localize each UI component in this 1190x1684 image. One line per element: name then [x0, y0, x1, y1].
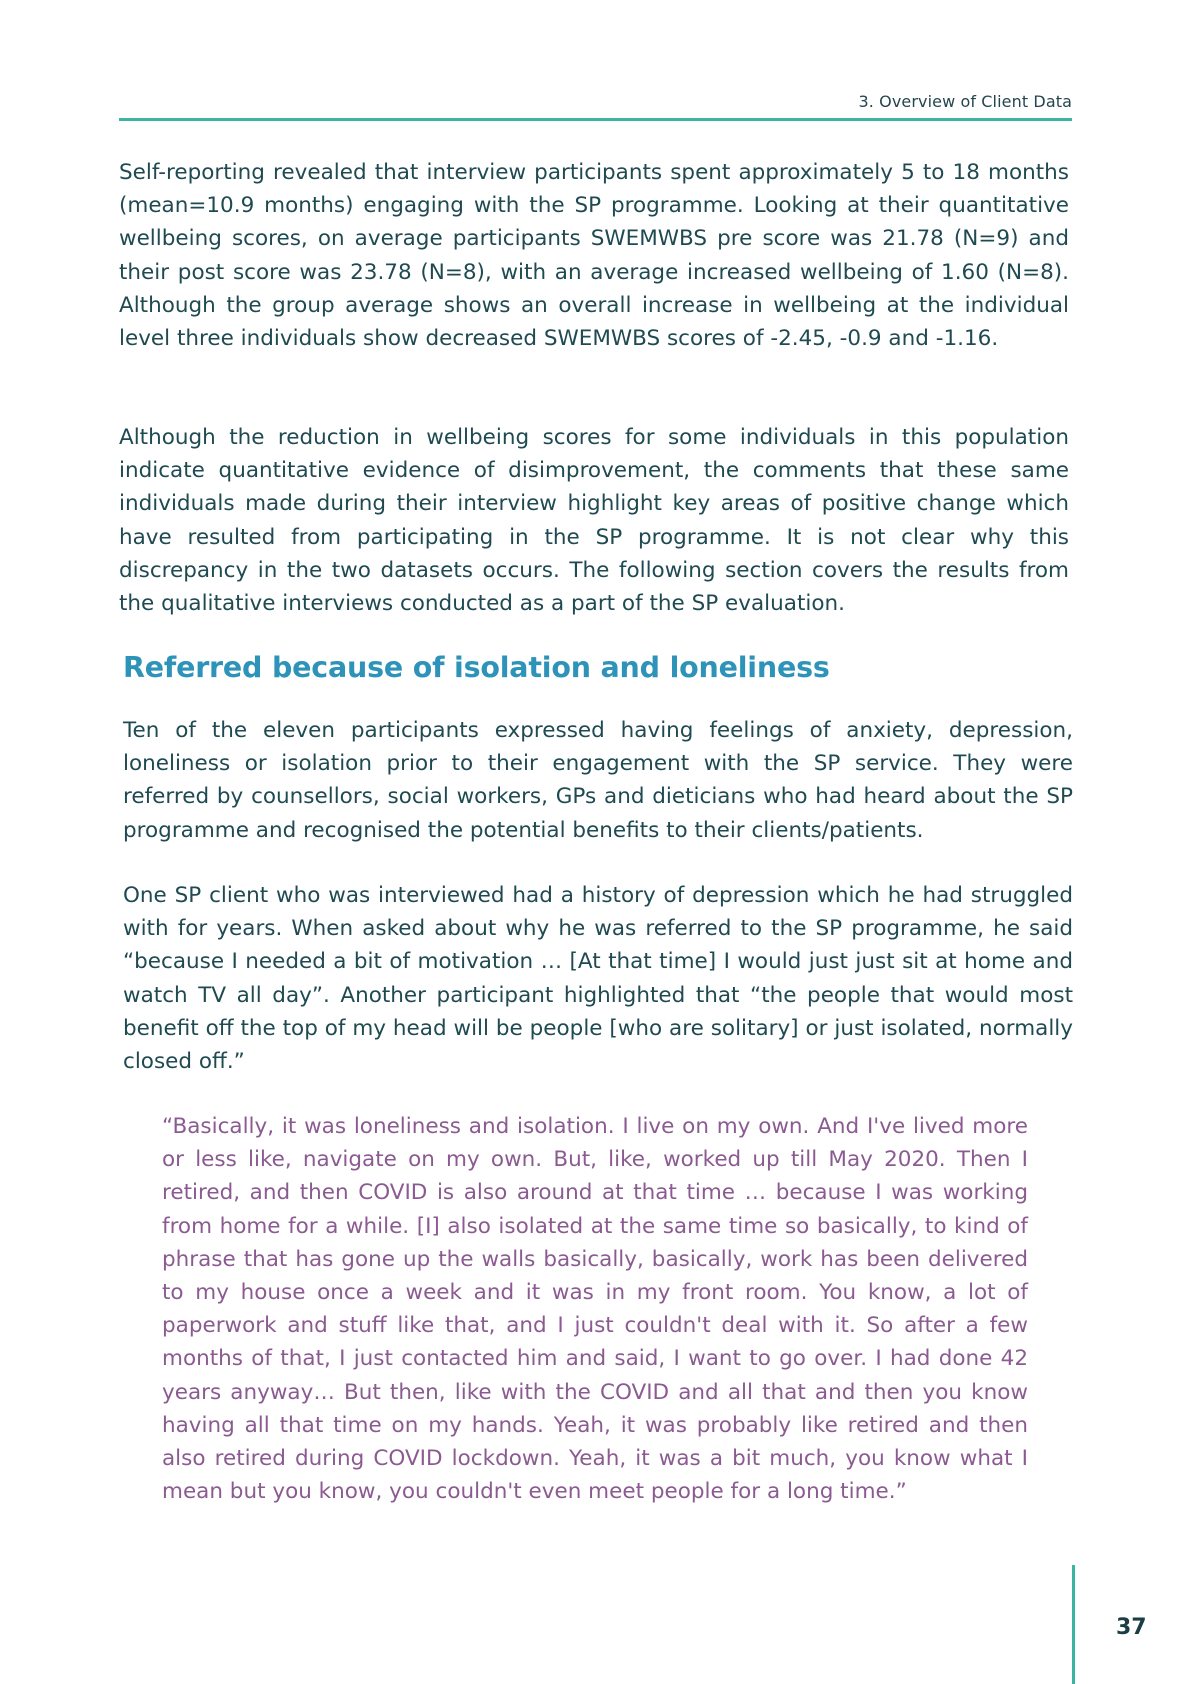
header-divider: [119, 118, 1072, 121]
body-paragraph-referrals: Ten of the eleven participants expressed having feelings of anxiety, depression, loneliness or isolation prior to their engagement with the SP service. They were referred by counsellors, social workers, GPs and dieticians who had heard about the SP programme and recognised the potential benefits to their clients/patients.: [123, 718, 1073, 843]
participant-quote: “Basically, it was loneliness and isolation. I live on my own. And I've lived more or less like, navigate on my own. But, like, worked up till May 2020. Then I retired, and then COVID is also around at that time … because I was working from home for a while. [I] also isolated at the same time so basically, to kind of phrase that has gone up the walls basically, basically, work has been delivered to my house once a week and it was in my front room. You know, a lot of paperwork and stuff like that, and I just couldn't deal with it. So after a few months of that, I just contacted him and said, I want to go over. I had done 42 years anyway… But then, like with the COVID and all that and then you know having all that time on my hands. Yeah, it was probably like retired and then also retired during COVID lockdown. Yeah, it was a bit much, you know what I mean but you know, you couldn't even meet people for a long time.”: [162, 1114, 1028, 1505]
body-paragraph-client-history: One SP client who was interviewed had a history of depression which he had struggled with for years. When asked about why he was referred to the SP programme, he said “because I needed a bit of motivation … [At that time] I would just just sit at home and watch TV all day”. Another participant highlighted that “the people that would most benefit off the top of my head will be people [who are solitary] or just isolated, normally closed off.”: [123, 883, 1073, 1075]
running-header: 3. Overview of Client Data: [858, 92, 1072, 111]
footer-divider: [1072, 1565, 1075, 1684]
body-paragraph-wellbeing-scores: Self-reporting revealed that interview participants spent approximately 5 to 18 months (mean=10.9 months) engaging with the SP programme. Looking at their quantitative wellbeing scores, on average participants SWEMWBS pre score was 21.78 (N=9) and their post score was 23.78 (N=8), with an average increased wellbeing of 1.60 (N=8). Although the group average shows an overall increase in wellbeing at the individual level three individuals show decreased SWEMWBS scores of -2.45, -0.9 and -1.16.: [119, 160, 1069, 352]
section-heading: Referred because of isolation and loneliness: [123, 651, 830, 684]
page-number: 37: [1116, 1615, 1147, 1640]
body-paragraph-discrepancy: Although the reduction in wellbeing scores for some individuals in this population indicate quantitative evidence of disimprovement, the comments that these same individuals made during their interview highlight key areas of positive change which have resulted from participating in the SP programme. It is not clear why this discrepancy in the two datasets occurs. The following section covers the results from the qualitative interviews conducted as a part of the SP evaluation.: [119, 425, 1069, 617]
